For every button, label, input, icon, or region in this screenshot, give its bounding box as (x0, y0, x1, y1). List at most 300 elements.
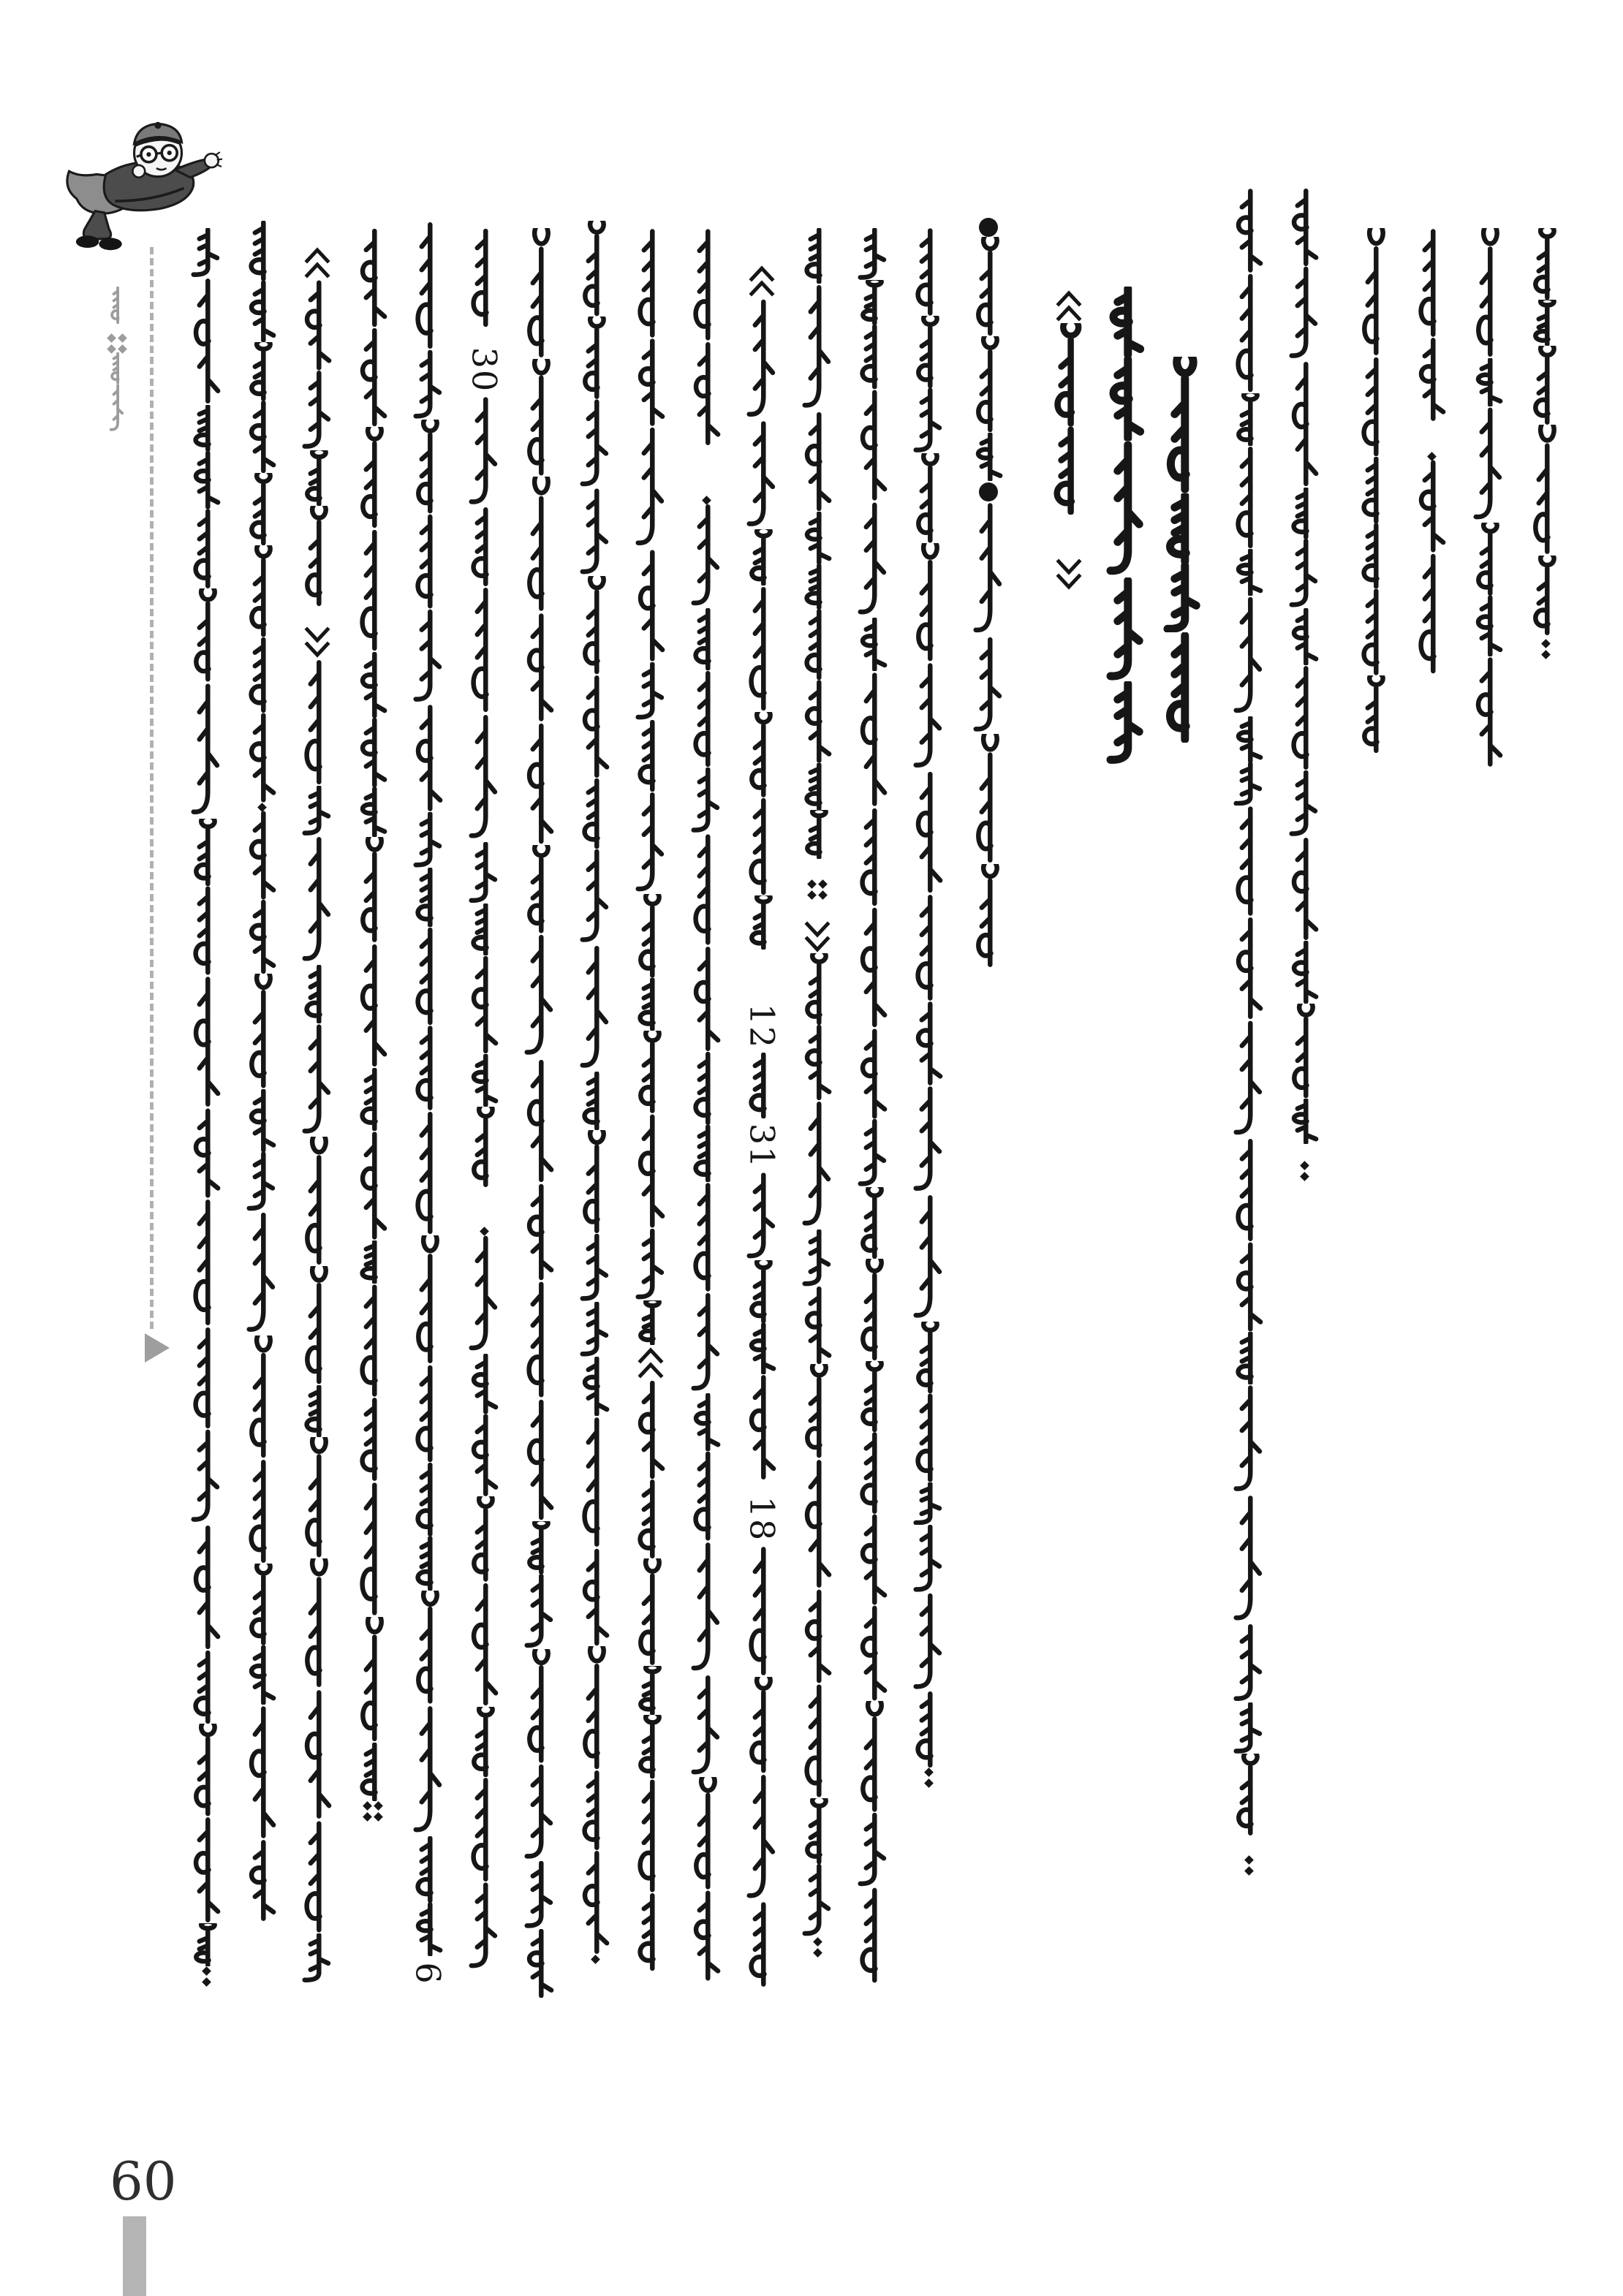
script-word (189, 682, 223, 819)
script-word (109, 352, 125, 384)
mongolian-text-column (578, 221, 612, 1963)
script-word (412, 420, 445, 514)
script-word (523, 1398, 556, 1521)
script-word (856, 671, 890, 808)
script-word (972, 864, 1005, 968)
script-word (856, 1605, 890, 1701)
script-word (300, 1137, 334, 1266)
script-word (689, 768, 723, 833)
script-word (300, 1820, 334, 1933)
script-word (245, 401, 279, 473)
script-word (1105, 577, 1146, 681)
script-word (856, 325, 890, 389)
script-word (912, 228, 945, 316)
bullet-icon (979, 218, 998, 237)
script-word (356, 1617, 390, 1743)
script-word (912, 388, 945, 453)
script-word (1287, 539, 1321, 608)
script-word (689, 1675, 723, 1777)
quote-open-icon (747, 265, 776, 298)
script-word (801, 680, 834, 763)
script-word (1232, 762, 1266, 806)
inline-number: 31 (742, 1123, 782, 1170)
script-word (856, 389, 890, 501)
script-word (189, 1108, 223, 1198)
script-word (412, 1463, 445, 1537)
script-word (912, 1086, 945, 1194)
script-word (356, 652, 390, 718)
script-word (689, 1541, 723, 1675)
page-number: 60 (110, 2151, 177, 2212)
script-word (801, 1230, 834, 1287)
script-word (189, 1923, 223, 1966)
script-word (689, 1292, 723, 1393)
script-word (1358, 357, 1391, 457)
script-word (801, 953, 834, 1025)
script-word (912, 1482, 945, 1525)
script-word (634, 1031, 667, 1113)
mongolian-text-column (1162, 357, 1203, 743)
script-word (523, 1574, 556, 1649)
script-word (467, 842, 501, 903)
script-word (523, 1058, 556, 1183)
script-word (578, 1850, 612, 1955)
inline-number: 30 (464, 346, 504, 393)
mongolian-punctuation-dots (259, 804, 265, 811)
script-word (245, 342, 279, 401)
script-word (300, 1933, 334, 1982)
script-word (912, 1194, 945, 1322)
script-word (245, 281, 279, 342)
quote-open-icon (636, 1346, 665, 1380)
script-word (856, 1187, 890, 1259)
script-word (467, 586, 501, 713)
script-word (1232, 189, 1266, 273)
pointer-triangle-icon (145, 1333, 170, 1363)
script-word (356, 528, 390, 652)
script-word (356, 1068, 390, 1131)
script-word (467, 1054, 501, 1107)
script-word (578, 1646, 612, 1770)
script-word (856, 1119, 890, 1187)
script-word (189, 1327, 223, 1429)
script-word (1287, 837, 1321, 941)
quote-open-icon (1054, 289, 1083, 323)
script-word (578, 488, 612, 576)
script-word (1232, 1020, 1266, 1138)
script-word (912, 1525, 945, 1593)
script-word (245, 1459, 279, 1564)
script-word (801, 1364, 834, 1458)
script-word (1415, 228, 1448, 338)
script-word (523, 1521, 556, 1574)
script-word (467, 1414, 501, 1496)
script-word (412, 1365, 445, 1463)
script-word (634, 1715, 667, 1778)
mongolian-text-column (689, 228, 723, 1981)
script-word (109, 384, 125, 432)
script-word (523, 845, 556, 933)
script-word (1472, 406, 1505, 523)
bullet-icon (979, 482, 998, 501)
mongolian-text-column (972, 218, 1005, 968)
mongolian-text-column (742, 221, 782, 1987)
script-word (634, 1666, 667, 1715)
script-word (412, 1537, 445, 1591)
mongolian-text-column (189, 228, 223, 1985)
script-word (1162, 632, 1203, 743)
mongolian-text-column (634, 228, 667, 1971)
script-word (634, 426, 667, 549)
script-word (689, 1451, 723, 1541)
script-word (745, 529, 779, 586)
script-word (1232, 1332, 1266, 1384)
script-word (745, 1545, 779, 1677)
script-word (412, 221, 445, 350)
mongolian-text-column (1415, 228, 1448, 675)
script-word (300, 1023, 334, 1137)
script-word (856, 906, 890, 1028)
mongolian-punctuation-dots (703, 497, 710, 504)
script-word (856, 280, 890, 325)
script-word (912, 316, 945, 388)
script-word (523, 1764, 556, 1861)
script-word (1358, 588, 1391, 675)
script-word (745, 298, 779, 420)
mongolian-text-column (245, 221, 279, 1921)
script-word (856, 1361, 890, 1432)
script-word (356, 1284, 390, 1398)
script-word (801, 228, 834, 284)
script-word (356, 837, 390, 943)
script-word (1287, 488, 1321, 539)
script-word (189, 451, 223, 509)
script-word (801, 1683, 834, 1798)
script-word (245, 473, 279, 545)
script-word (1529, 556, 1562, 635)
script-word (467, 1707, 501, 1777)
script-word (634, 978, 667, 1031)
script-word (412, 514, 445, 609)
script-word (1472, 228, 1505, 358)
script-word (801, 1589, 834, 1683)
script-word (467, 903, 501, 955)
script-word (245, 1645, 279, 1705)
script-word (634, 1113, 667, 1229)
script-word (1287, 360, 1321, 488)
script-word (1105, 681, 1146, 764)
mongolian-text-column (356, 228, 390, 1820)
script-word (356, 1481, 390, 1617)
script-word (1287, 266, 1321, 360)
script-word (356, 1743, 390, 1801)
script-word (523, 359, 556, 477)
script-word (912, 543, 945, 662)
script-word (745, 797, 779, 895)
script-word (689, 1052, 723, 1125)
script-word (856, 1432, 890, 1514)
mongolian-text-column (912, 228, 945, 1787)
script-word (189, 975, 223, 1108)
script-word (189, 886, 223, 975)
script-word (578, 221, 612, 317)
mongolian-punctuation-dots (809, 881, 826, 898)
script-word (1232, 596, 1266, 716)
script-word (245, 974, 279, 1089)
inline-number: 18 (742, 1496, 782, 1542)
script-word (972, 433, 1005, 481)
script-word (467, 1235, 501, 1354)
script-word (634, 894, 667, 978)
mongolian-punctuation-dots (592, 1956, 599, 1963)
mongolian-text-column (1287, 189, 1321, 1180)
script-word (245, 1211, 279, 1335)
script-word (578, 944, 612, 1072)
script-word (412, 1591, 445, 1705)
mongolian-punctuation-dots (203, 1968, 210, 1985)
script-word (245, 713, 279, 803)
script-word (801, 1287, 834, 1364)
mongolian-punctuation-dots (364, 1803, 382, 1820)
script-word (1529, 346, 1562, 425)
mongolian-text-column (1050, 289, 1088, 591)
script-word (1232, 917, 1266, 1020)
script-word (467, 713, 501, 842)
script-word (689, 1125, 723, 1182)
script-word (523, 933, 556, 1058)
script-word (189, 1429, 223, 1524)
script-word (523, 228, 556, 359)
script-word (1232, 1754, 1266, 1835)
script-word (578, 317, 612, 399)
mongolian-punctuation-dots (814, 1939, 821, 1956)
script-word (189, 1724, 223, 1816)
script-word (856, 1887, 890, 1983)
script-word (1232, 1624, 1266, 1702)
script-word (634, 1558, 667, 1666)
script-word (912, 662, 945, 770)
script-word (1232, 716, 1266, 762)
script-word (1162, 493, 1203, 564)
script-word (1105, 441, 1146, 577)
quote-close-icon (1054, 557, 1083, 591)
script-word (856, 1028, 890, 1119)
script-word (745, 1260, 779, 1323)
script-word (300, 450, 334, 506)
script-word (412, 868, 445, 927)
script-word (1232, 1242, 1266, 1332)
mongolian-punctuation-dots (108, 335, 126, 352)
script-word (300, 1266, 334, 1385)
mongolian-text-column (464, 228, 504, 1970)
script-word (972, 237, 1005, 336)
script-word (189, 405, 223, 451)
script-word (412, 927, 445, 1026)
script-word (745, 1172, 779, 1260)
script-word (467, 396, 501, 507)
script-word (801, 512, 834, 564)
script-word (856, 1813, 890, 1887)
script-word (1415, 553, 1448, 675)
script-word (523, 722, 556, 845)
script-word (634, 1380, 667, 1479)
script-word (801, 810, 834, 859)
script-word (634, 1893, 667, 1971)
script-word (1287, 665, 1321, 770)
dashed-guide-line (150, 247, 154, 1329)
script-word (245, 1152, 279, 1211)
script-word (523, 613, 556, 722)
script-word (245, 545, 279, 637)
script-word (689, 946, 723, 1052)
script-word (245, 1705, 279, 1840)
script-word (1287, 189, 1321, 266)
script-word (1358, 457, 1391, 523)
script-word (356, 943, 390, 1068)
script-word (467, 1354, 501, 1414)
script-word (801, 564, 834, 609)
script-word (300, 1437, 334, 1558)
script-word (745, 712, 779, 797)
script-word (1529, 425, 1562, 556)
script-word (634, 720, 667, 792)
mongolian-punctuation-dots (1246, 1857, 1252, 1874)
script-word (245, 811, 279, 900)
script-word (300, 965, 334, 1023)
script-word (689, 670, 723, 768)
script-word (356, 1131, 390, 1240)
script-word (578, 1130, 612, 1234)
script-word (912, 1322, 945, 1393)
script-word (801, 1025, 834, 1100)
script-word (1415, 338, 1448, 421)
script-word (300, 1689, 334, 1820)
script-word (689, 1777, 723, 1890)
script-word (412, 1705, 445, 1836)
script-word (1232, 1138, 1266, 1242)
script-word (1232, 1494, 1266, 1624)
mongolian-punctuation-dots (481, 1228, 488, 1235)
script-word (578, 399, 612, 488)
script-word (578, 675, 612, 778)
script-word (412, 1836, 445, 1903)
script-word (972, 637, 1005, 734)
script-word (1472, 523, 1505, 596)
script-word (856, 228, 890, 280)
script-word (245, 1840, 279, 1921)
script-word (356, 787, 390, 837)
script-word (300, 659, 334, 786)
script-word (1232, 273, 1266, 393)
script-word (801, 412, 834, 512)
script-word (801, 609, 834, 680)
script-word (523, 1281, 556, 1398)
script-word (356, 228, 390, 327)
script-word (1232, 1702, 1266, 1754)
script-word (467, 228, 501, 327)
script-word (245, 1335, 279, 1459)
mongolian-text-column (1358, 228, 1391, 753)
script-word (189, 819, 223, 886)
script-word (412, 1026, 445, 1110)
script-word (189, 1651, 223, 1724)
script-word (523, 1929, 556, 1998)
script-word (972, 501, 1005, 637)
mongolian-text-column (409, 221, 448, 1990)
script-word (912, 1001, 945, 1086)
inline-number: 12 (742, 1003, 782, 1050)
script-word (467, 1496, 501, 1582)
script-word (745, 420, 779, 529)
script-word (1415, 460, 1448, 553)
script-word (689, 833, 723, 946)
script-word (1050, 427, 1088, 515)
script-word (801, 1864, 834, 1937)
mongolian-text-column (523, 228, 556, 1998)
script-word (578, 1770, 612, 1850)
script-word (300, 1558, 334, 1689)
mongolian-punctuation-dots (1543, 640, 1549, 658)
mongolian-text-column (1232, 189, 1266, 1874)
script-word (912, 894, 945, 1001)
script-word (689, 228, 723, 341)
script-word (912, 1593, 945, 1691)
script-word (856, 1259, 890, 1361)
script-word (1287, 1004, 1321, 1099)
script-word (689, 1393, 723, 1451)
script-word (412, 1235, 445, 1365)
mongolian-punctuation-dots (1429, 453, 1435, 460)
script-word (745, 1902, 779, 1987)
script-word (801, 763, 834, 810)
script-word (189, 277, 223, 405)
script-word (412, 812, 445, 868)
script-word (245, 637, 279, 713)
script-word (1105, 357, 1146, 441)
mongolian-text-column (801, 228, 834, 1956)
script-word (801, 1798, 834, 1864)
footer-bar (123, 2216, 146, 2296)
script-word (634, 662, 667, 720)
script-word (467, 1107, 501, 1187)
script-word (1529, 228, 1562, 300)
script-word (356, 1398, 390, 1481)
script-word (578, 1072, 612, 1130)
script-word (1472, 358, 1505, 406)
script-word (300, 371, 334, 450)
mongolian-text-column (1529, 228, 1562, 658)
script-word (1162, 357, 1203, 493)
script-word (1529, 300, 1562, 346)
mongolian-punctuation-dots (926, 1769, 932, 1787)
script-word (634, 338, 667, 426)
script-word (745, 1374, 779, 1480)
script-word (856, 618, 890, 671)
script-word (1472, 656, 1505, 768)
script-word (523, 1183, 556, 1281)
script-word (745, 895, 779, 950)
script-word (1287, 1099, 1321, 1144)
script-word (689, 341, 723, 446)
script-word (745, 1677, 779, 1773)
script-word (523, 477, 556, 613)
script-word (1358, 228, 1391, 357)
script-word (467, 955, 501, 1054)
script-word (801, 1100, 834, 1230)
script-word (467, 1882, 501, 1970)
script-word (300, 1385, 334, 1437)
script-word (523, 1649, 556, 1764)
